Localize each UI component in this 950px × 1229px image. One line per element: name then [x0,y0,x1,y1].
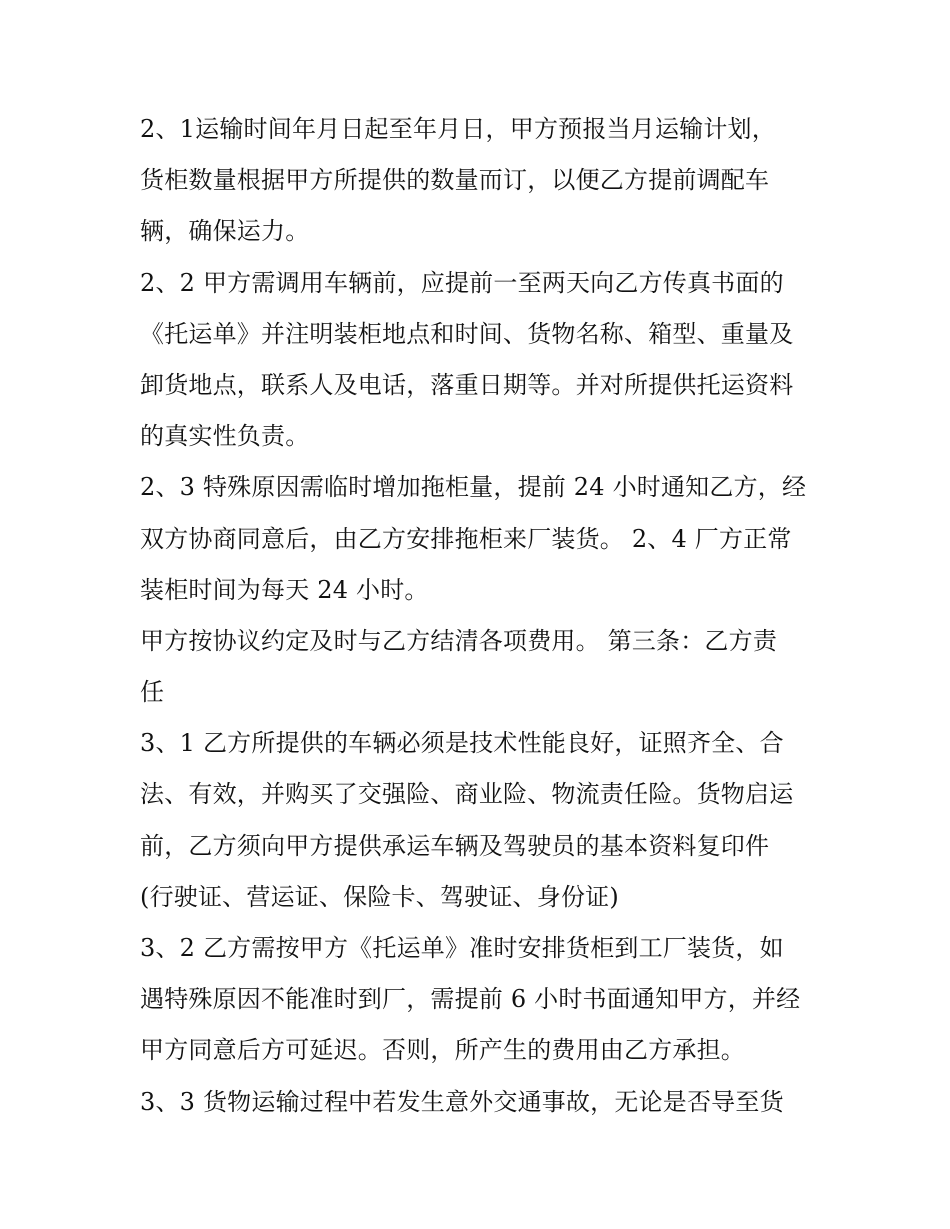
text-line: (行驶证、营运证、保险卡、驾驶证、身份证) [140,882,619,911]
text-line: 货柜数量根据甲方所提供的数量而订，以便乙方提前调配车 [140,166,770,195]
text-line: 3、2 乙方需按甲方《托运单》准时安排货柜到工厂装货，如 [140,934,784,962]
text-line: 2、1运输时间年月日起至年月日，甲方预报当月运输计划， [140,115,776,143]
text-line: 3、3 货物运输过程中若发生意外交通事故，无论是否导至货 [140,1087,784,1116]
text-line: 卸货地点，联系人及电话，落重日期等。并对所提供托运资料 [140,370,794,399]
text-line: 3、1 乙方所提供的车辆必须是技术性能良好，证照齐全、合 [140,729,784,758]
document-body [140,104,820,1128]
text-line: 辆，确保运力。 [140,217,310,246]
text-line: 《托运单》并注明装柜地点和时间、货物名称、箱型、重量及 [140,319,794,348]
text-line: 前，乙方须向甲方提供承运车辆及驾驶员的基本资料复印件 [140,831,770,860]
text-line: 2、3 特殊原因需临时增加拖柜量，提前 24 小时通知乙方，经 [140,473,807,502]
text-line: 的真实性负责。 [140,422,310,451]
text-line: 装柜时间为每天 24 小时。 [140,575,429,604]
text-line: 遇特殊原因不能准时到厂，需提前 6 小时书面通知甲方，并经 [140,985,801,1014]
text-line: 双方协商同意后，由乙方安排拖柜来厂装货。 2、4 厂方正常 [140,524,792,553]
text-line: 2、2 甲方需调用车辆前，应提前一至两天向乙方传真书面的 [140,268,784,297]
text-line: 任 [140,678,165,707]
text-line: 甲方按协议约定及时与乙方结清各项费用。 第三条：乙方责 [140,626,778,655]
text-line: 法、有效，并购买了交强险、商业险、物流责任险。货物启运 [140,780,794,809]
text-line: 甲方同意后方可延迟。否则，所产生的费用由乙方承担。 [140,1036,745,1065]
